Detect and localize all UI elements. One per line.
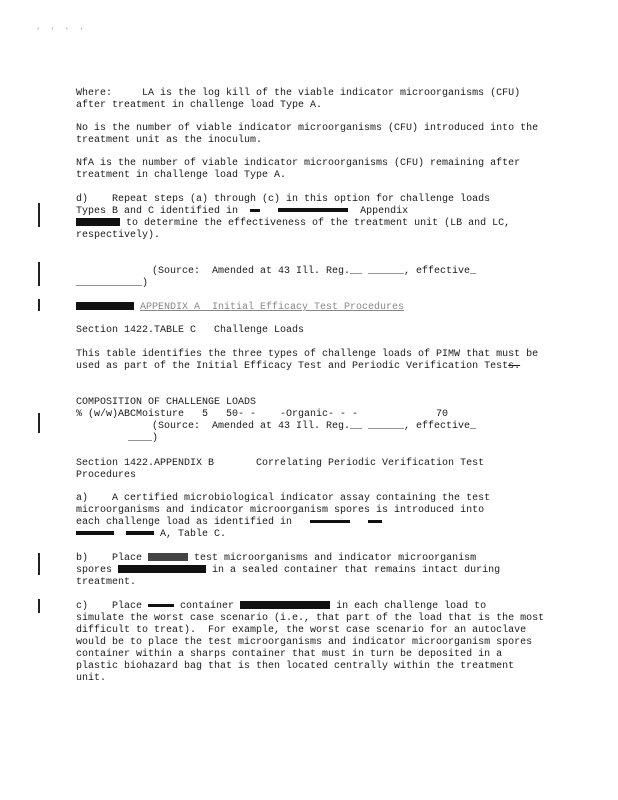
scan-mark: ' ' ' ' (36, 28, 87, 36)
para-c (76, 601, 551, 685)
table-c-paragraph-wrap (76, 349, 546, 373)
source-note-1-line2: ___________) (76, 278, 149, 289)
table-c-paragraph: This table identifies the three types of challenge loads of PIMW that must be used as part of the Initial Efficacy Test and Periodic Verification Test (76, 349, 545, 372)
para-a-line2: microorganisms and indicator microorganism spores is introduced into (76, 505, 485, 516)
no-paragraph: No is the number of viable indicator microorganisms (CFU) introduced into the treatment unit as the inoculum. (76, 123, 545, 146)
redaction-mark (240, 601, 330, 609)
step-d-line2-start: Types B and C identified in (76, 206, 239, 217)
change-bar (38, 299, 40, 311)
para-b-line3: treatment. (76, 577, 137, 588)
para-b (76, 553, 546, 589)
para-c-body: simulate the worst case scenario (i.e., that part of the load that is the most difficult to treat). For example, the worst case scenario for an autoclave would be to place the test microorganisms and indicator microorganism spores container within a sharps container that must in turn be deposited in a plastic biohazard bag that is then located centrally within the treatment unit. (76, 613, 551, 684)
appendix-b-title: Section 1422.APPENDIX B Correlating Periodic Verification Test Procedures (76, 458, 491, 481)
appendix-a-heading-line (76, 302, 546, 314)
step-d-line3-end: to determine the effectiveness of the treatment unit (LB and LC, (126, 218, 511, 229)
redaction-mark (76, 218, 120, 226)
source-note-2: (Source: Amended at 43 Ill. Reg.__ ______, effective_ (152, 421, 477, 432)
step-d-line1: d) Repeat steps (a) through (c) in this option for challenge loads (76, 194, 491, 205)
table-c-paragraph-strike: s. (508, 361, 521, 372)
para-c-line1-end: in each challenge load to (336, 601, 487, 612)
para-a-line1: a) A certified microbiological indicator assay containing the test (76, 493, 491, 504)
change-bar (38, 413, 40, 433)
appendix-a-heading: APPENDIX A Initial Efficacy Test Procedures (140, 302, 405, 313)
redaction-mark (278, 208, 348, 212)
para-a-line4: A, Table C. (160, 529, 227, 540)
change-bar (38, 203, 40, 227)
redaction-mark (118, 565, 206, 573)
source-note-2-line2: ____) (128, 433, 159, 444)
step-d-line4: respectively). (76, 230, 161, 241)
para-c-line1-mid: container (180, 601, 235, 612)
para-b-line2-start: spores (76, 565, 113, 576)
step-d-paragraph (76, 194, 546, 242)
change-bar (38, 553, 40, 575)
redaction-mark (148, 604, 174, 607)
redaction-mark (310, 520, 350, 523)
redaction-mark (126, 531, 154, 535)
redaction-mark (76, 531, 114, 535)
para-b-line1-end: test microorganisms and indicator microorganism (194, 553, 477, 564)
redaction-mark (148, 553, 188, 561)
source-note-1 (152, 266, 552, 278)
para-a (76, 493, 546, 541)
para-b-line2-end: in a sealed container that remains intact during (212, 565, 501, 576)
change-bar (38, 262, 40, 286)
redaction-mark (368, 520, 382, 523)
composition-heading: COMPOSITION OF CHALLENGE LOADS (76, 397, 257, 408)
where-paragraph: Where: LA is the log kill of the viable indicator microorganisms (CFU) after treatment in challenge load Type A. (76, 88, 527, 111)
table-c-title: Section 1422.TABLE C Challenge Loads (76, 325, 305, 336)
composition-row: % (w/w)ABCMoisture 5 50- - -Organic- - - 70 (76, 409, 449, 420)
para-a-line3: each challenge load as identified in (76, 517, 293, 528)
step-d-line2-end: Appendix (360, 206, 409, 217)
para-c-line1-start: c) Place (76, 601, 143, 612)
redaction-mark (76, 302, 134, 310)
source-note-1-line1: (Source: Amended at 43 Ill. Reg.__ ______, effective_ (152, 266, 477, 277)
change-bar (38, 599, 40, 613)
redaction-mark (250, 209, 260, 212)
nfa-paragraph: NfA is the number of viable indicator microorganisms (CFU) remaining after treatment in challenge load Type A. (76, 158, 527, 181)
source-note-1-line2-wrap (76, 278, 546, 290)
para-b-line1-start: b) Place (76, 553, 143, 564)
